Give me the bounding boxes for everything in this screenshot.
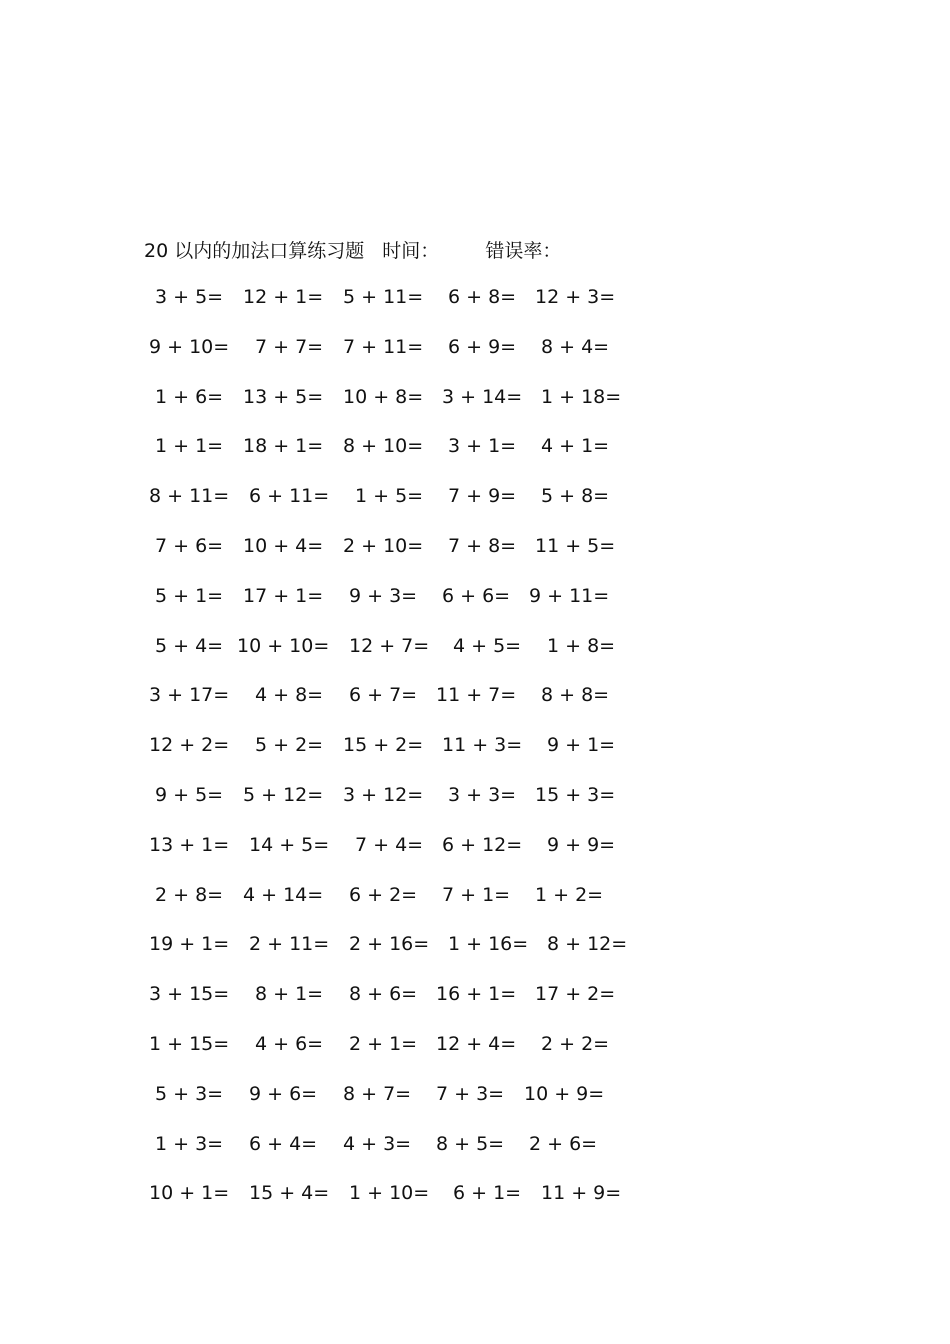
problem-item: 11 + 5= <box>535 534 616 557</box>
problem-item: 8 + 12= <box>547 933 628 956</box>
problem-item: 5 + 2= <box>255 734 324 757</box>
problem-item: 10 + 8= <box>343 385 424 408</box>
problem-row <box>0 734 950 784</box>
problem-item: 11 + 3= <box>442 734 523 757</box>
problem-item: 6 + 8= <box>448 286 517 308</box>
problem-item: 11 + 7= <box>436 684 517 707</box>
problem-item: 3 + 1= <box>448 435 517 458</box>
problem-row <box>0 386 950 436</box>
problem-item: 1 + 2= <box>535 883 604 906</box>
problem-item: 8 + 4= <box>541 335 610 358</box>
problem-item: 6 + 1= <box>453 1182 522 1205</box>
problem-item: 18 + 1= <box>243 435 324 458</box>
problem-row <box>0 684 950 734</box>
problem-item: 14 + 5= <box>249 833 330 856</box>
problem-item: 1 + 6= <box>155 385 224 408</box>
problem-item: 3 + 12= <box>343 783 424 806</box>
problem-item: 8 + 10= <box>343 435 424 458</box>
problem-row <box>0 1033 950 1083</box>
problem-item: 5 + 3= <box>155 1082 224 1105</box>
problem-row <box>0 834 950 884</box>
problem-row <box>0 585 950 635</box>
problem-item: 9 + 1= <box>547 734 616 757</box>
problem-item: 6 + 2= <box>349 883 418 906</box>
problem-item: 1 + 5= <box>355 485 424 508</box>
problem-item: 7 + 4= <box>355 833 424 856</box>
problem-item: 7 + 1= <box>442 883 511 906</box>
problem-row <box>0 1182 950 1232</box>
problem-item: 2 + 2= <box>541 1032 610 1055</box>
problem-item: 5 + 11= <box>343 286 424 308</box>
error-rate-label: 错误率： <box>485 240 562 262</box>
problem-item: 6 + 7= <box>349 684 418 707</box>
problem-item: 9 + 10= <box>149 335 230 358</box>
problem-row <box>0 784 950 834</box>
problem-item: 1 + 1= <box>155 435 224 458</box>
problem-item: 12 + 4= <box>436 1032 517 1055</box>
problem-item: 4 + 1= <box>541 435 610 458</box>
problem-row <box>0 485 950 535</box>
problem-row <box>0 1083 950 1133</box>
problem-item: 12 + 1= <box>243 286 324 308</box>
problem-item: 3 + 3= <box>448 783 517 806</box>
problem-item: 12 + 3= <box>535 286 616 308</box>
problem-item: 8 + 6= <box>349 983 418 1006</box>
time-label: 时间： <box>382 240 440 262</box>
problem-item: 7 + 3= <box>436 1082 505 1105</box>
problem-item: 11 + 9= <box>541 1182 622 1205</box>
problem-item: 1 + 18= <box>541 385 622 408</box>
problem-item: 4 + 3= <box>343 1132 412 1155</box>
problem-item: 6 + 12= <box>442 833 523 856</box>
problem-row <box>0 336 950 386</box>
problem-item: 6 + 6= <box>442 584 511 607</box>
problem-item: 8 + 11= <box>149 485 230 508</box>
problem-item: 3 + 17= <box>149 684 230 707</box>
problem-item: 9 + 5= <box>155 783 224 806</box>
problem-item: 3 + 5= <box>155 286 224 308</box>
problem-item: 5 + 8= <box>541 485 610 508</box>
problem-item: 7 + 11= <box>343 335 424 358</box>
problem-item: 7 + 7= <box>255 335 324 358</box>
problem-item: 2 + 16= <box>349 933 430 956</box>
problem-item: 2 + 10= <box>343 534 424 557</box>
problem-item: 4 + 8= <box>255 684 324 707</box>
problem-item: 9 + 9= <box>547 833 616 856</box>
problem-item: 2 + 6= <box>529 1132 598 1155</box>
problem-row <box>0 635 950 685</box>
problem-item: 9 + 3= <box>349 584 418 607</box>
problem-item: 19 + 1= <box>149 933 230 956</box>
problem-item: 3 + 14= <box>442 385 523 408</box>
problem-row <box>0 535 950 585</box>
problem-item: 10 + 1= <box>149 1182 230 1205</box>
worksheet-title: 20 以内的加法口算练习题 <box>144 240 365 262</box>
problem-item: 1 + 15= <box>149 1032 230 1055</box>
problem-item: 4 + 5= <box>453 634 522 657</box>
problem-item: 9 + 6= <box>249 1082 318 1105</box>
problem-item: 2 + 1= <box>349 1032 418 1055</box>
problem-row <box>0 435 950 485</box>
worksheet-header <box>144 236 561 263</box>
problem-item: 2 + 8= <box>155 883 224 906</box>
problem-item: 5 + 1= <box>155 584 224 607</box>
problem-item: 5 + 12= <box>243 783 324 806</box>
problem-item: 8 + 8= <box>541 684 610 707</box>
problem-item: 13 + 5= <box>243 385 324 408</box>
problem-item: 6 + 11= <box>249 485 330 508</box>
problem-item: 5 + 4= <box>155 634 224 657</box>
problem-item: 8 + 1= <box>255 983 324 1006</box>
problem-row <box>0 1133 950 1183</box>
problem-item: 7 + 6= <box>155 534 224 557</box>
problem-row <box>0 884 950 934</box>
problem-item: 1 + 16= <box>448 933 529 956</box>
problem-item: 10 + 4= <box>243 534 324 557</box>
problem-item: 3 + 15= <box>149 983 230 1006</box>
problem-item: 17 + 1= <box>243 584 324 607</box>
problem-item: 9 + 11= <box>529 584 610 607</box>
problem-item: 2 + 11= <box>249 933 330 956</box>
problem-item: 17 + 2= <box>535 983 616 1006</box>
problem-item: 1 + 3= <box>155 1132 224 1155</box>
problem-item: 12 + 2= <box>149 734 230 757</box>
problem-row <box>0 983 950 1033</box>
problem-item: 6 + 9= <box>448 335 517 358</box>
problem-item: 13 + 1= <box>149 833 230 856</box>
problem-grid <box>0 286 950 1232</box>
problem-item: 8 + 5= <box>436 1132 505 1155</box>
problem-item: 6 + 4= <box>249 1132 318 1155</box>
problem-row <box>0 286 950 336</box>
problem-item: 15 + 4= <box>249 1182 330 1205</box>
problem-item: 7 + 8= <box>448 534 517 557</box>
problem-item: 4 + 6= <box>255 1032 324 1055</box>
problem-item: 15 + 3= <box>535 783 616 806</box>
problem-item: 4 + 14= <box>243 883 324 906</box>
problem-item: 12 + 7= <box>349 634 430 657</box>
problem-item: 15 + 2= <box>343 734 424 757</box>
problem-item: 7 + 9= <box>448 485 517 508</box>
problem-item: 10 + 10= <box>237 634 330 657</box>
problem-row <box>0 933 950 983</box>
problem-item: 10 + 9= <box>524 1082 605 1105</box>
problem-item: 8 + 7= <box>343 1082 412 1105</box>
problem-item: 1 + 10= <box>349 1182 430 1205</box>
problem-item: 1 + 8= <box>547 634 616 657</box>
problem-item: 16 + 1= <box>436 983 517 1006</box>
